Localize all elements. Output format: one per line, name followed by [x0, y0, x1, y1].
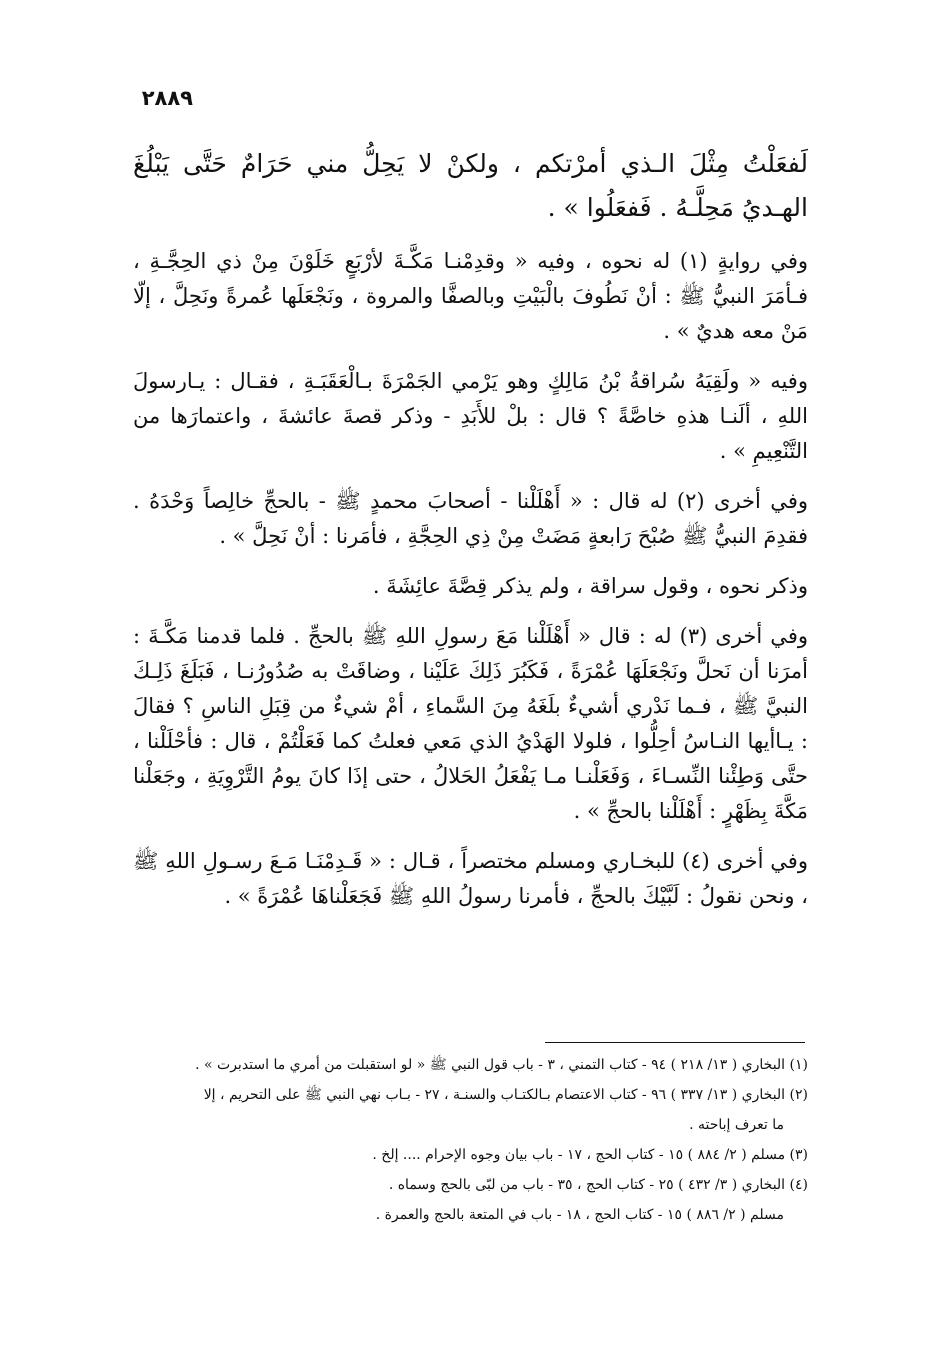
paragraph-riwaya-2: وفي أخرى (٢) له قال : « أَهْلَلْنا - أصحابَ محمدٍ ﷺ - بالحجِّ خالِصاً وَحْدَهُ . فقدِمَ النبيُّ ﷺ صُبْحَ رَابعةٍ مَضَتْ مِنْ ذِي الحِجَّةِ ، فأمَرنا : أنْ نَحِلَّ » .: [133, 489, 808, 548]
footnote-4: (٤) البخاري ( ٣/ ٤٣٢ ) ٢٥ - كتاب الحج ، ٣٥ - باب من لبّى بالحج وسماه .: [388, 1177, 808, 1193]
paragraph-dhikr: وذكر نحوه ، وقول سراقة ، ولم يذكر قِصَّةَ عائِشَةَ .: [372, 574, 808, 598]
footnote-4-muslim: مسلم ( ٢/ ٨٨٦ ) ١٥ - كتاب الحج ، ١٨ - باب في المتعة بالحج والعمرة .: [375, 1207, 784, 1223]
footnote-2-continued: ما تعرف إباحته .: [689, 1117, 784, 1133]
footnote-2: (٢) البخاري ( ١٣/ ٣٣٧ ) ٩٦ - كتاب الاعتصام بـالكتـاب والسنـة ، ٢٧ - بـاب نهي النبي ﷺ على التحريم ، إلا: [203, 1087, 808, 1103]
paragraph-riwaya-1: وفي روايةٍ (١) له نحوه ، وفيه « وقدِمْنـا مَكَّـةَ لأرْبَعٍ خَلَوْنَ مِنْ ذي الحِجَّـةِ ، فـأمَرَ النبيُّ ﷺ : أنْ نَطُوفَ بالْبَيْتِ وبالصفَّا والمروة ، ونَجْعَلَها عُمرةً ونَحِلَّ ، إلّا مَنْ معه هديٌ » .: [133, 249, 809, 343]
footnote-divider: [545, 1042, 805, 1043]
paragraph-riwaya-4: وفي أخرى (٤) للبخـاري ومسلم مختصراً ، قـال : « قَـدِمْنَـا مَـعَ رسـولِ اللهِ ﷺ ، ونحن نقولُ : لَبَّيْكَ بالحجِّ ، فأمرنا رسولُ اللهِ ﷺ فَجَعَلْناهَا عُمْرَةً » .: [133, 849, 808, 908]
footnotes: [133, 1050, 808, 1230]
footnote-3: (٣) مسلم ( ٢/ ٨٨٤ ) ١٥ - كتاب الحج ، ١٧ - باب بيان وجوه الإحرام .... إلخ .: [372, 1147, 808, 1163]
page-number: ٢٨٨٩: [141, 86, 193, 110]
paragraph-hadith-ending: لَفعَلْتُ مِثْلَ الـذي أمرْتكم ، ولكنْ لا يَحِلُّ مني حَرَامٌ حَتَّى يَبْلُغَ الهـديُ مَحِلَّـهُ . فَفعَلُوا » .: [133, 149, 808, 222]
paragraph-riwaya-3: وفي أخرى (٣) له : قال « أَهْلَلْنا مَعَ رسولِ اللهِ ﷺ بالحجِّ . فلما قدمنا مَكَّـةَ : أمرَنا أن نَحلَّ ونَجْعَلَهَا عُمْرَةً ، فَكَبُرَ ذَلِكَ عَلَيْنا ، وضاقَتْ به صُدُورُنـا ، فَبَلَغَ ذَلِـكَ النبيَّ ﷺ ، فـما نَدْري أشيءٌ بلَغَهُ مِنَ السَّماءِ ، أمْ شيءٌ من قِبَلِ الناسِ ؟ فقالَ : يـاأيها النـاسُ أحِلُّوا ، فلولا الهَدْيُ الذي مَعي فعلتُ كما فَعَلْتُمْ ، قال : فأحْلَلْنا ، حتَّى وَطِئْنا النِّسـاءَ ، وَفَعَلْنـا مـا يَفْعَلُ الحَلالُ ، حتى إذَا كانَ يومُ التَّرْوِيَةِ ، وجَعَلْنا مَكَّةَ بِظَهْرٍ : أَهْلَلْنا بالحجِّ » .: [133, 624, 808, 823]
paragraph-suraqa: وفيه « ولَقِيَهُ سُراقةُ بْنُ مَالِكٍ وهو يَرْمي الجَمْرَةَ بـالْعَقَبَـةِ ، فقـال : يـارسولَ اللهِ ، ألَنـا هذهِ خاصَّةً ؟ قال : بلْ للأَبَدِ - وذكر قصةَ عائشةَ ، واعتمارَها من التَّنْعِيمِ » .: [133, 369, 808, 463]
main-text: [133, 142, 808, 929]
footnote-1: (١) البخاري ( ١٣/ ٢١٨ ) ٩٤ - كتاب التمني ، ٣ - باب قول النبي ﷺ « لو استقبلت من أمري ما استدبرت » .: [195, 1057, 808, 1073]
